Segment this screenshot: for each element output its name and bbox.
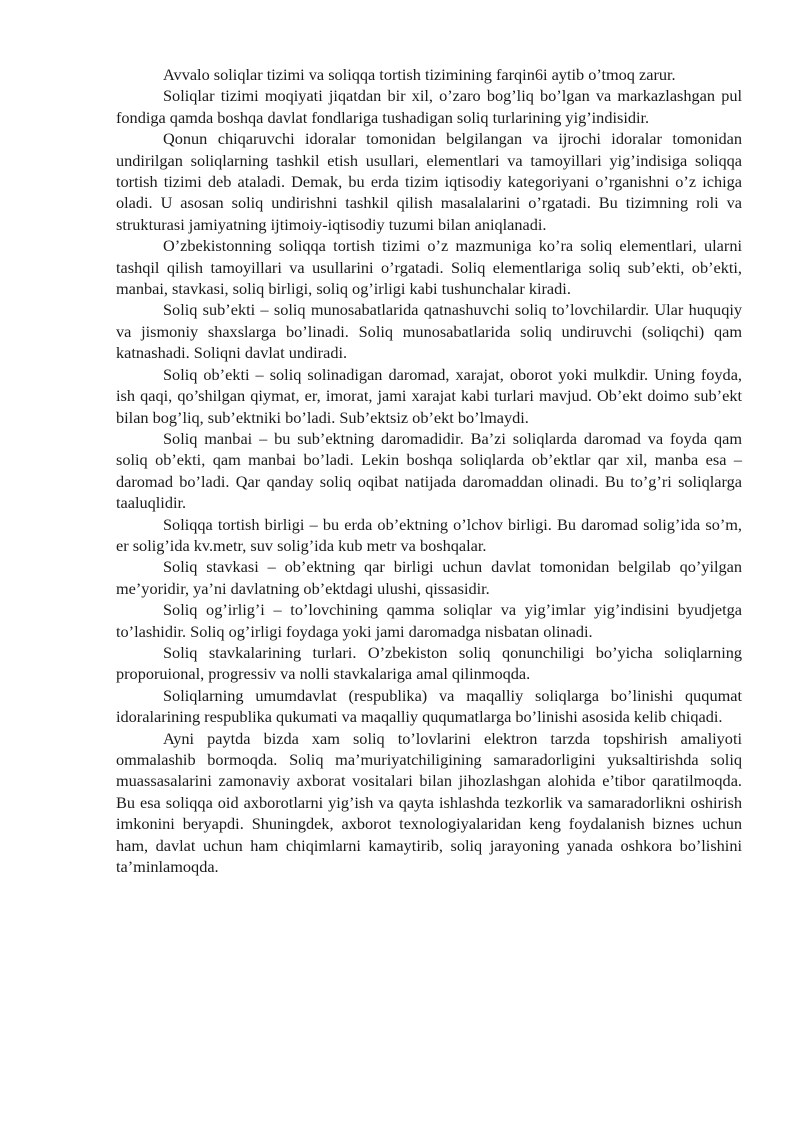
paragraph-7: Soliq manbai – bu sub’ektning daromadidir. Ba’zi soliqlarda daromad va foyda qam soliq ob’ekti, qam manbai bo’ladi. Lekin boshqa soliqlarda ob’ektlar qar xil, manba esa – daromad bo’ladi. Qar qanday soliq oqibat natijada daromaddan olinadi. Bu to’g’ri soliqlarga taaluqlidir.: [116, 428, 742, 513]
document-page: [116, 64, 742, 877]
paragraph-9: Soliq stavkasi – ob’ektning qar birligi uchun davlat tomonidan belgilab qo’yilgan me’yoridir, ya’ni davlatning ob’ektdagi ulushi, qissasidir.: [116, 557, 742, 598]
paragraph-1: Avvalo soliqlar tizimi va soliqqa tortish tizimining farqin6i aytib o’tmoq zarur.: [163, 65, 676, 84]
paragraph-3: Qonun chiqaruvchi idoralar tomonidan belgilangan va ijrochi idoralar tomonidan undirilgan soliqlarning tashkil etish usullari, elementlari va tamoyillari yig’indisiga soliqqa tortish tizimi deb ataladi. Demak, bu erda tizim iqtisodiy kategoriyani o’rganishni o’z ichiga oladi. U asosan soliq undirishni tashkil qilish masalalarini o’rgatadi. Bu tizimning roli va strukturasi jamiyatning ijtimoiy-iqtisodiy tuzumi bilan aniqlanadi.: [116, 129, 742, 234]
paragraph-6: Soliq ob’ekti – soliq solinadigan daromad, xarajat, oborot yoki mulkdir. Uning foyda, ish qaqi, qo’shilgan qiymat, er, imorat, jami xarajat kabi turlari mavjud. Ob’ekt doimo sub’ekt bilan bog’liq, sub’ektniki bo’ladi. Sub’ektsiz ob’ekt bo’lmaydi.: [116, 364, 742, 427]
paragraph-12: Soliqlarning umumdavlat (respublika) va maqalliy soliqlarga bo’linishi ququmat idoralarining respublika qukumati va maqalliy ququmatlarga bo’linishi asosida kelib chiqadi.: [116, 685, 742, 727]
paragraph-11: Soliq stavkalarining turlari. O’zbekiston soliq qonunchiligi bo’yicha soliqlarning proporuional, progressiv va nolli stavkalariga amal qilinmoqda.: [116, 642, 742, 684]
paragraph-4: O’zbekistonning soliqqa tortish tizimi o’z mazmuniga ko’ra soliq elementlari, ularni tashqil qilish tamoyillari va usullarini o’rgatadi. Soliq elementlariga soliq sub’ekti, ob’ekti, manbai, stavkasi, soliq birligi, soliq og’irligi kabi tushunchalar kiradi.: [116, 236, 742, 299]
paragraph-10: Soliq og’irlig’i – to’lovchining qamma soliqlar va yig’imlar yig’indisini byudjetga to’lashidir. Soliq og’irligi foydaga yoki jami daromadga nisbatan olinadi.: [116, 600, 742, 641]
paragraph-2: Soliqlar tizimi moqiyati jiqatdan bir xil, o’zaro bog’liq bo’lgan va markazlashgan pul fondiga qamda boshqa davlat fondlariga tushadigan soliq turlarining yig’indisidir.: [116, 86, 742, 127]
paragraph-5: Soliq sub’ekti – soliq munosabatlarida qatnashuvchi soliq to’lovchilardir. Ular huquqiy va jismoniy shaxslarga bo’linadi. Soliq munosabatlarida soliq undiruvchi (soliqchi) qam katnashadi. Soliqni davlat undiradi.: [116, 300, 742, 363]
paragraph-8: Soliqqa tortish birligi – bu erda ob’ektning o’lchov birligi. Bu daromad solig’ida so’m, er solig’ida kv.metr, suv solig’ida kub metr va boshqalar.: [116, 514, 742, 555]
paragraph-13: Ayni paytda bizda xam soliq to’lovlarini elektron tarzda topshirish amaliyoti ommalashib bormoqda. Soliq ma’muriyatchiligining samaradorligini yuksaltirishda soliq muassasalarini zamonaviy axborat vositalari bilan jihozlashgan alohida e’tibor qaratilmoqda. Bu esa soliqqa oid axborotlarni yig’ish va qayta ishlashda tezkorlik va samaradorlikni oshirish imkonini beryapdi. Shuningdek, axborot texnologiyalaridan keng foydalanish biznes uchun ham, davlat uchun ham chiqimlarni kamaytirib, soliq jarayoning yanada oshkora bo’lishini ta’minlamoqda.: [116, 728, 742, 877]
